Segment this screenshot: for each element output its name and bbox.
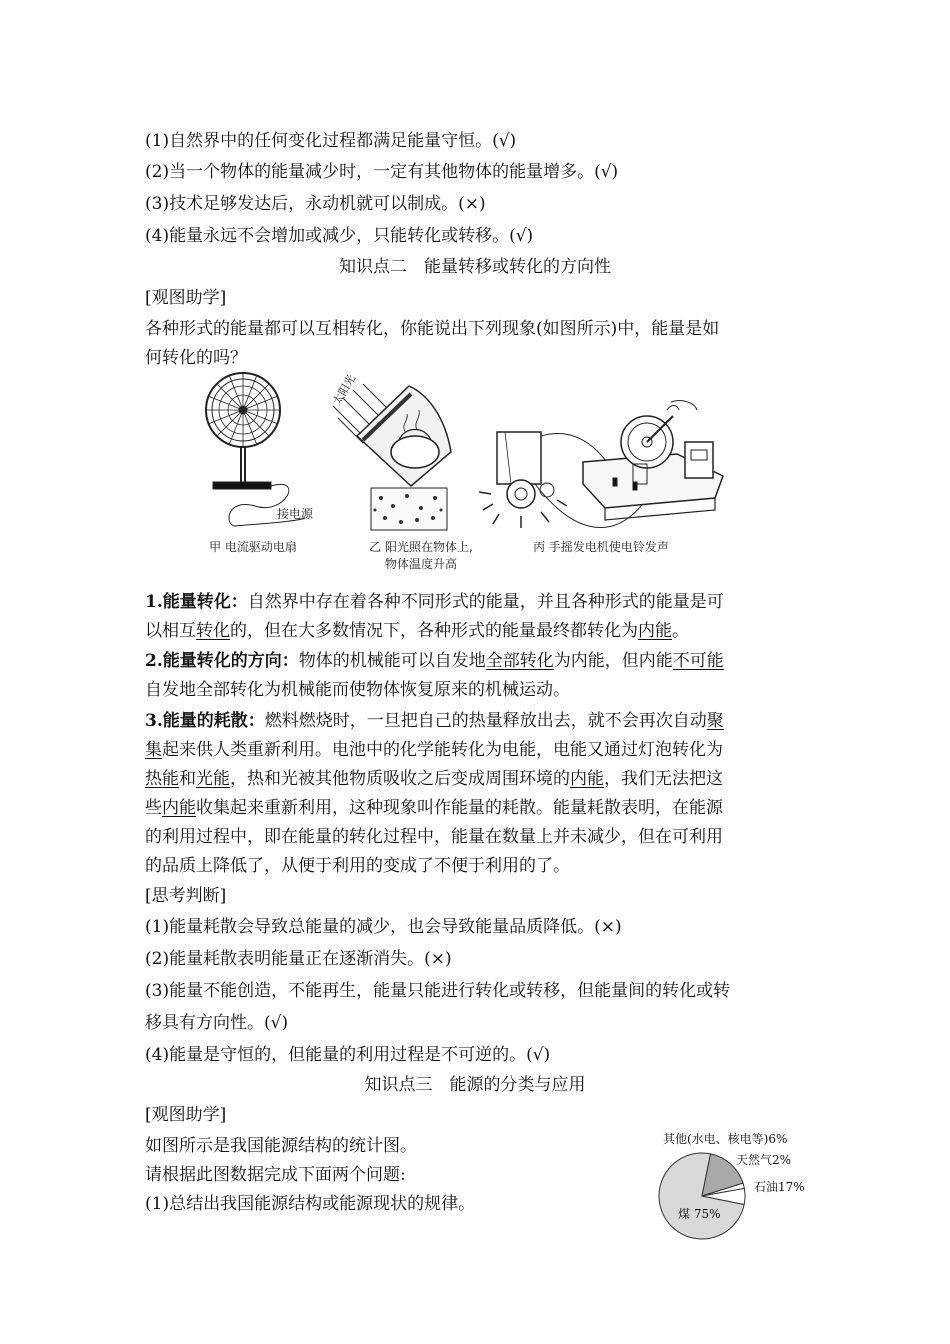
pie-label-gas: 天然气2%: [736, 1153, 792, 1167]
think-check-3-line1: (3)能量不能创造，不能再生，能量只能进行转化或转移，但能量间的转化或转: [145, 981, 731, 1001]
check-item-1: (1)自然界中的任何变化过程都满足能量守恒。(√): [145, 131, 517, 151]
kp2-intro-line2: 何转化的吗？: [145, 348, 247, 368]
paragraph-text: 以相互: [145, 621, 196, 641]
figure-caption-a: 甲 电流驱动电扇: [209, 540, 297, 554]
answer-blank: 热能: [145, 769, 179, 789]
kp2-title: 知识点二 能量转移或转化的方向性: [339, 257, 611, 277]
paragraph-text: 。: [672, 621, 689, 641]
paragraph-text: 自然界中存在着各种不同形式的能量，并且各种形式的能量是可: [247, 592, 724, 612]
pie-label-other: 其他(水电、核电等)6%: [663, 1132, 788, 1146]
paragraph-label: 2.能量转化的方向：: [145, 651, 299, 671]
figure-caption-b-line1: 乙 阳光照在物体上,: [369, 540, 473, 554]
paragraph-direction-line2: 自发地全部转化为机械能而使物体恢复原来的机械运动。: [145, 680, 570, 700]
think-check-2: (2)能量耗散表明能量正在逐渐消失。(×): [145, 949, 452, 969]
paragraph-dissipation-line5: 的利用过程中，即在能量的转化过程中，能量在数量上并未减少，但在可利用: [145, 827, 723, 847]
kp2-intro-line1: 各种形式的能量都可以互相转化，你能说出下列现象(如图所示)中，能量是如: [145, 319, 720, 339]
paragraph-text: ，我们无法把这: [604, 769, 723, 789]
pie-label-oil: 石油17%: [754, 1180, 805, 1194]
answer-blank: 集: [145, 740, 162, 760]
fan-plug-label: 接电源: [277, 507, 314, 521]
kp2-guide-label: [观图助学]: [145, 288, 227, 308]
answer-blank: 内能: [638, 621, 672, 641]
paragraph-text: 和: [179, 769, 196, 789]
sunlight-label: 太阳光: [330, 372, 359, 408]
paragraph-direction-line1: [145, 646, 724, 671]
paragraph-energy-conversion-line1: [145, 587, 724, 612]
answer-blank: 内能: [570, 769, 604, 789]
answer-blank: 全部转化: [485, 651, 554, 671]
paragraph-text: ，热和光被其他物质吸收之后变成周围环境的: [230, 769, 570, 789]
pie-label-coal: 煤 75%: [678, 1207, 721, 1221]
kp3-line-1: 如图所示是我国能源结构的统计图。: [145, 1136, 417, 1156]
paragraph-dissipation-line3: [145, 764, 723, 789]
check-item-2: (2)当一个物体的能量减少时，一定有其他物体的能量增多。(√): [145, 162, 619, 182]
electric-fan-illustration: [206, 373, 305, 526]
paragraph-dissipation-line1: [145, 706, 724, 731]
answer-blank: 转化: [196, 621, 230, 641]
paragraph-text: 物体的机械能可以自发地: [298, 651, 486, 671]
check-item-4: (4)能量永远不会增加或减少，只能转化或转移。(√): [145, 226, 534, 246]
paragraph-text: 收集起来重新利用，这种现象叫作能量的耗散。能量耗散表明，在能源: [196, 798, 723, 818]
figure-caption-b-line2: 物体温度升高: [384, 557, 458, 571]
check-item-3: (3)技术足够发达后，永动机就可以制成。(×): [145, 194, 486, 214]
paragraph-text: 的，但在大多数情况下，各种形式的能量最终都转化为: [230, 621, 638, 641]
paragraph-text: 起来供人类重新利用。电池中的化学能转化为电能，电能又通过灯泡转化为: [162, 740, 723, 760]
answer-blank: 内能: [162, 798, 196, 818]
kp3-line-3: (1)总结出我国能源结构或能源现状的规律。: [145, 1194, 476, 1214]
paragraph-label: 1.能量转化：: [145, 592, 248, 612]
think-check-1: (1)能量耗散会导致总能量的减少，也会导致能量品质降低。(×): [145, 917, 622, 937]
think-check-4: (4)能量是守恒的，但能量的利用过程是不可逆的。(√): [145, 1045, 551, 1065]
paragraph-text: 燃料燃烧时，一旦把自己的热量释放出去，就不会再次自动: [264, 711, 707, 731]
paragraph-dissipation-line4: [145, 793, 723, 818]
kp3-line-2: 请根据此图数据完成下面两个问题:: [145, 1165, 406, 1185]
paragraph-dissipation-line2: [145, 735, 723, 760]
solar-heating-illustration: [333, 384, 451, 530]
answer-blank: 不可能: [672, 651, 724, 671]
paragraph-text: 为内能，但内能: [553, 651, 673, 671]
kp3-guide-label: [观图助学]: [145, 1105, 227, 1125]
paragraph-energy-conversion-line2: [145, 616, 689, 641]
answer-blank: 聚: [706, 711, 724, 731]
hand-generator-bell-illustration: [479, 401, 723, 528]
think-check-3-line2: 移具有方向性。(√): [145, 1013, 289, 1033]
think-label: [思考判断]: [145, 886, 227, 906]
answer-blank: 光能: [196, 769, 230, 789]
figure-caption-c: 丙 手摇发电机使电铃发声: [533, 540, 669, 554]
kp3-title: 知识点三 能源的分类与应用: [364, 1075, 586, 1095]
paragraph-text: 些: [145, 798, 162, 818]
paragraph-dissipation-line6: 的品质上降低了，从便于利用的变成了不便于利用的了。: [145, 856, 570, 876]
paragraph-label: 3.能量的耗散：: [145, 711, 265, 731]
energy-conversion-figure: [195, 366, 755, 578]
